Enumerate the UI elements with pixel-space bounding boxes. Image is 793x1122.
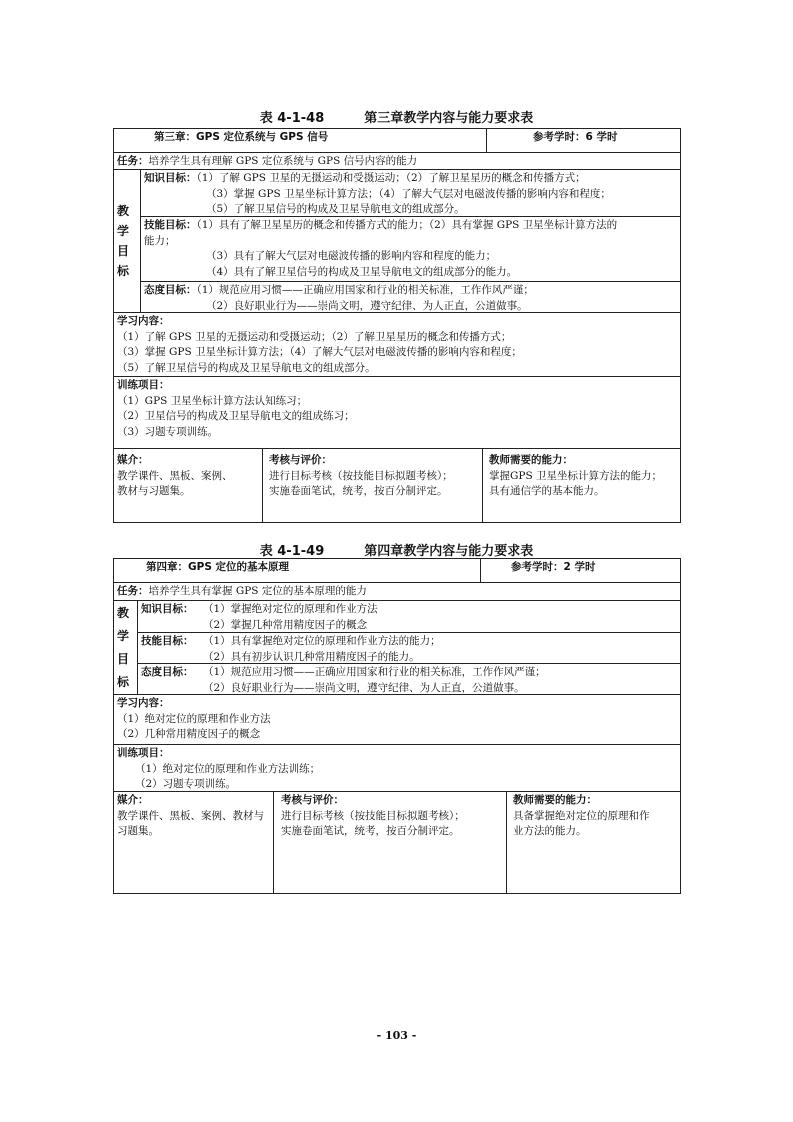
- line: 具备掌握绝对定位的原理和作: [513, 809, 650, 822]
- line: （2）习题专项训练。: [135, 778, 237, 790]
- table-title: [0, 107, 793, 126]
- teacher-label: 教师需要的能力：: [513, 794, 597, 806]
- line: （1）GPS 卫星坐标计算方法认知练习；: [117, 394, 308, 407]
- line: （1）了解 GPS 卫星的无摄运动和受摄运动；（2）了解卫星星历的概念和传播方式；: [196, 172, 586, 184]
- line: 掌握GPS 卫星坐标计算方法的能力；: [489, 469, 662, 482]
- line: 业方法的能力。: [513, 825, 587, 837]
- line: （2）卫星信号的构成及卫星导航电文的组成练习；: [117, 410, 355, 422]
- hours-cell: 参考学时：6 学时: [486, 128, 681, 153]
- line: 习题集。: [117, 825, 159, 837]
- teacher-ability-cell: [506, 791, 681, 894]
- media-label: 媒介：: [117, 794, 149, 806]
- knowledge-label: 知识目标：: [141, 603, 194, 615]
- training-label: 训练项目：: [117, 747, 170, 759]
- skill-cell: [137, 632, 681, 664]
- line: （1）掌握绝对定位的原理和作业方法: [203, 603, 378, 615]
- task-cell: [113, 582, 681, 601]
- line: （4）具有了解卫星信号的构成及卫星导航电文的组成部分的能力。: [206, 265, 518, 278]
- line: （2）具有初步认识几种常用精度因子的能力。: [203, 650, 420, 663]
- page-number: - 103 -: [376, 1029, 417, 1042]
- media-label: 媒介：: [117, 454, 149, 466]
- teacher-label: 教师需要的能力：: [489, 454, 573, 466]
- line: 教材与习题集。: [117, 485, 191, 497]
- assessment-cell: [273, 791, 507, 894]
- media-cell: [113, 791, 274, 894]
- line: （5）了解卫星信号的构成及卫星导航电文的组成部分。: [117, 361, 376, 374]
- attitude-label: 态度目标：: [141, 666, 194, 678]
- hours-cell: 参考学时：2 学时: [480, 558, 681, 583]
- learning-label: 学习内容：: [117, 315, 170, 327]
- line: （5）了解卫星信号的构成及卫星导航电文的组成部分。: [206, 203, 465, 215]
- line: 教学课件、黑板、案例、: [117, 469, 233, 482]
- knowledge-cell: [137, 600, 681, 633]
- training-label: 训练项目：: [117, 379, 170, 391]
- assessment-cell: [262, 448, 483, 523]
- line: （3）习题专项训练。: [117, 425, 219, 438]
- learning-label: 学习内容：: [117, 697, 170, 709]
- skill-cell: [140, 216, 681, 282]
- line: （1）了解 GPS 卫星的无摄运动和受摄运动；（2）了解卫星星历的概念和传播方式；: [117, 330, 512, 343]
- line: （3）具有了解大气层对电磁波传播的影响内容和程度的能力；: [206, 250, 497, 262]
- line: 能力；: [144, 234, 176, 247]
- line: （1）规范应用习惯——正确应用国家和行业的相关标准，工作作风严谨；: [196, 284, 534, 296]
- media-cell: [113, 448, 263, 523]
- objectives-label: 教学目标: [113, 600, 138, 695]
- line: （1）规范应用习惯——正确应用国家和行业的相关标准，工作作风严谨；: [203, 666, 546, 678]
- task-text: 培养学生具有掌握 GPS 定位的基本原理的能力: [148, 585, 367, 597]
- line: 实施卷面笔试，统考，按百分制评定。: [269, 485, 448, 497]
- line: （1）具有了解卫星星历的概念和传播方式的能力；（2）具有掌握 GPS 卫星坐标计算方法的: [196, 219, 618, 231]
- line: （1）绝对定位的原理和作业方法: [117, 712, 271, 725]
- training-cell: [113, 744, 681, 792]
- attitude-cell: [137, 663, 681, 695]
- line: 具有通信学的基本能力。: [489, 485, 605, 497]
- skill-label: 技能目标：: [141, 635, 194, 647]
- table-number: 表 4-1-49: [259, 544, 325, 559]
- learning-cell: [113, 694, 681, 745]
- knowledge-cell: [140, 169, 681, 217]
- line: （2）良好职业行为——崇尚文明，遵守纪律、为人正直，公道做事。: [203, 681, 525, 694]
- chapter-cell: 第三章：GPS 定位系统与 GPS 信号: [113, 128, 487, 153]
- objectives-label: 教学目标: [113, 169, 141, 313]
- task-cell: [113, 152, 681, 170]
- attitude-cell: [140, 281, 681, 313]
- line: （2）掌握几种常用精度因子的概念: [203, 618, 368, 631]
- assessment-label: 考核与评价：: [269, 454, 332, 466]
- line: （1）绝对定位的原理和作业方法训练；: [135, 762, 321, 775]
- learning-cell: [113, 312, 681, 377]
- attitude-label: 态度目标：: [144, 284, 197, 296]
- chapter-cell: 第四章：GPS 定位的基本原理: [113, 558, 481, 583]
- task-label: 任务：: [117, 585, 149, 597]
- table-title: [0, 540, 793, 559]
- table-name: 第四章教学内容与能力要求表: [364, 544, 534, 559]
- line: （3）掌握 GPS 卫星坐标计算方法；（4）了解大气层对电磁波传播的影响内容和程度；: [206, 187, 611, 200]
- task-text: 培养学生具有理解 GPS 定位系统与 GPS 信号内容的能力: [148, 155, 418, 167]
- line: 实施卷面笔试，统考，按百分制评定。: [281, 825, 460, 837]
- line: （1）具有掌握绝对定位的原理和作业方法的能力；: [203, 635, 441, 647]
- teacher-ability-cell: [482, 448, 681, 523]
- line: 进行目标考核（按技能目标拟题考核）；: [269, 469, 453, 482]
- skill-label: 技能目标：: [144, 219, 197, 231]
- line: （2）几种常用精度因子的概念: [117, 728, 261, 740]
- line: （3）掌握 GPS 卫星坐标计算方法；（4）了解大气层对电磁波传播的影响内容和程度；: [117, 346, 522, 358]
- task-label: 任务：: [117, 155, 149, 167]
- knowledge-label: 知识目标：: [144, 172, 197, 184]
- line: （2）良好职业行为——崇尚文明，遵守纪律、为人正直，公道做事。: [206, 299, 528, 312]
- line: 进行目标考核（按技能目标拟题考核）；: [281, 809, 465, 822]
- table-number: 表 4-1-48: [259, 111, 325, 126]
- line: 教学课件、黑板、案例、教材与: [117, 809, 264, 822]
- assessment-label: 考核与评价：: [281, 794, 344, 806]
- table-name: 第三章教学内容与能力要求表: [364, 111, 534, 126]
- training-cell: [113, 376, 681, 449]
